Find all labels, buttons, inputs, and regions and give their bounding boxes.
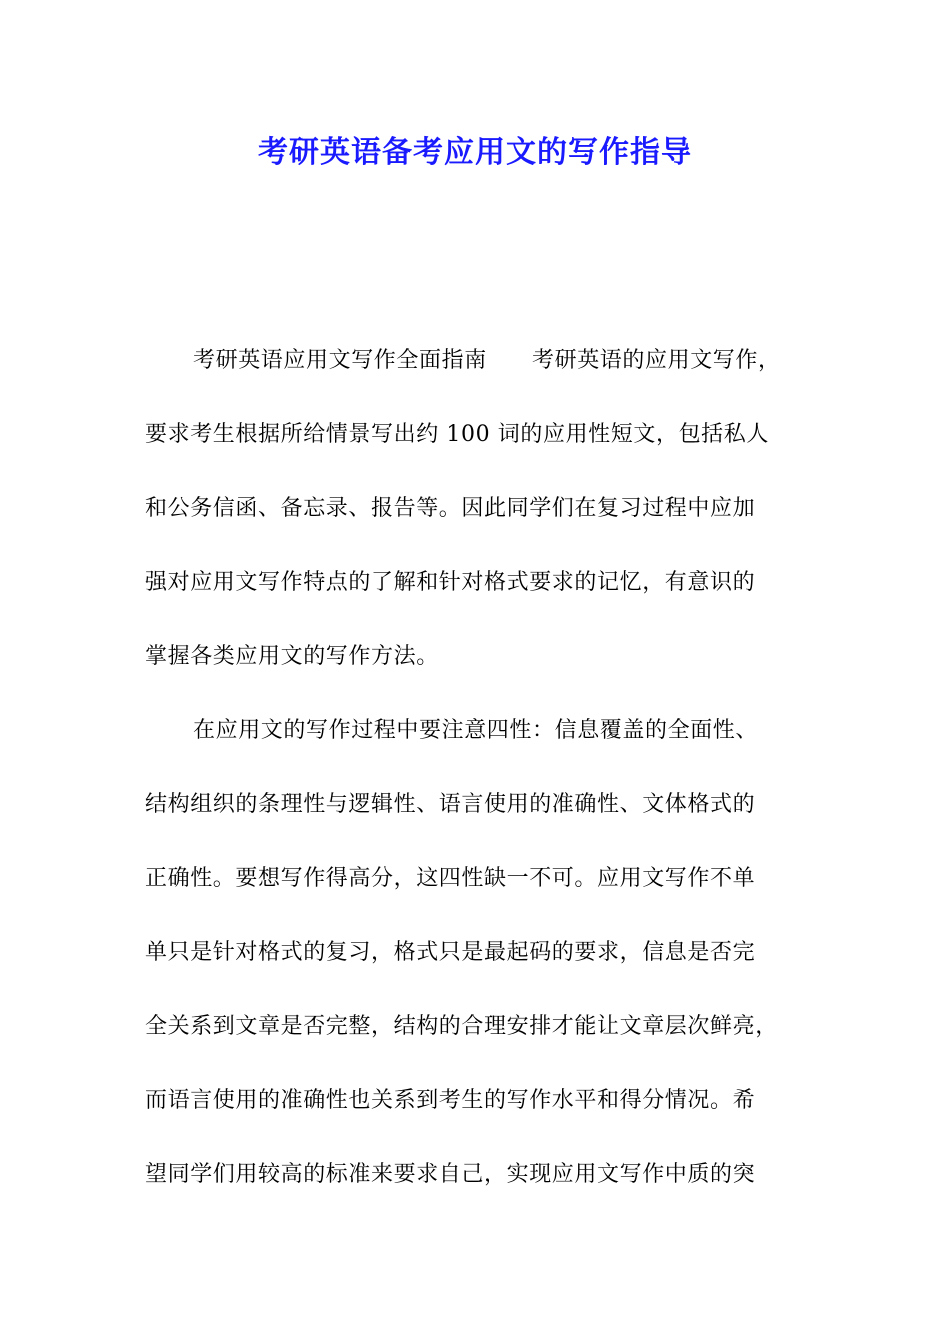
paragraph-2-line-3: 正确性。要想写作得高分，这四性缺一不可。应用文写作不单 [145,866,756,891]
paragraph-1-line-2: 要求考生根据所给情景写出约 100 词的应用性短文，包括私人 [145,422,769,447]
paragraph-2-line-1: 在应用文的写作过程中要注意四性：信息覆盖的全面性、 [193,718,759,743]
paragraph-1-line-5: 掌握各类应用文的写作方法。 [145,644,439,669]
paragraph-1-line-1: 考研英语应用文写作全面指南 考研英语的应用文写作， [193,348,781,373]
document-title: 考研英语备考应用文的写作指导 [258,135,692,170]
paragraph-2-line-7: 望同学们用较高的标准来要求自己，实现应用文写作中质的突 [145,1162,756,1187]
paragraph-1-line-4: 强对应用文写作特点的了解和针对格式要求的记忆，有意识的 [145,570,756,595]
paragraph-2-line-5: 全关系到文章是否完整，结构的合理安排才能让文章层次鲜亮， [145,1014,778,1039]
paragraph-2-line-6: 而语言使用的准确性也关系到考生的写作水平和得分情况。希 [145,1088,756,1113]
paragraph-1-line-3: 和公务信函、备忘录、报告等。因此同学们在复习过程中应加 [145,496,756,521]
document-body [145,336,835,1224]
paragraph-2-line-2: 结构组织的条理性与逻辑性、语言使用的准确性、文体格式的 [145,792,756,817]
paragraph-2-line-4: 单只是针对格式的复习，格式只是最起码的要求，信息是否完 [145,940,756,965]
